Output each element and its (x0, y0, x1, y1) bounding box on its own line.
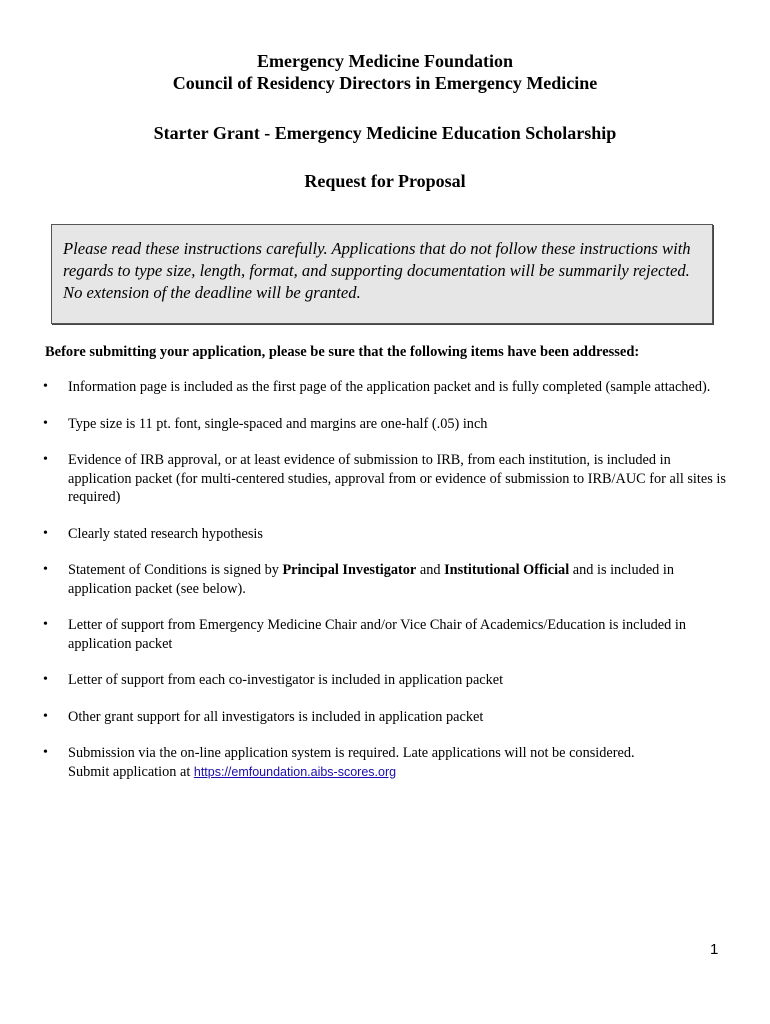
list-item (0, 616, 728, 653)
list-item (0, 671, 728, 690)
list-item (0, 561, 728, 598)
item-text-line1: Submission via the on-line application system is required. Late applications will not be considered. (68, 745, 635, 761)
document-header (0, 50, 770, 192)
bullet-icon: • (43, 672, 48, 687)
list-item (0, 525, 728, 544)
item-text-before: Statement of Conditions is signed by (68, 562, 283, 578)
bullet-icon: • (43, 745, 48, 760)
principal-investigator-label: Principal Investigator (282, 562, 417, 578)
institutional-official-label: Institutional Official (444, 562, 570, 578)
grant-title: Starter Grant - Emergency Medicine Education Scholarship (153, 123, 617, 143)
bullet-icon: • (43, 617, 48, 632)
item-text: Information page is included as the first page of the application packet and is fully completed (sample attached). (68, 379, 711, 395)
org-title: Emergency Medicine Foundation (257, 51, 513, 71)
list-item (0, 744, 728, 781)
council-title: Council of Residency Directors in Emergency Medicine (172, 73, 598, 93)
item-text: Letter of support from each co-investigator is included in application packet (68, 672, 504, 688)
item-text-line2: Submit application at (68, 763, 194, 780)
page-number: 1 (710, 941, 719, 958)
item-text: Other grant support for all investigators is included in application packet (68, 708, 484, 725)
item-text: Evidence of IRB approval, or at least evidence of submission to IRB, from each institution, is included in application packet (for multi-centered studies, approval from or evidence of submission to IRB/AUC for all sites is required) (68, 452, 726, 505)
checklist (0, 378, 770, 799)
bullet-icon: • (43, 525, 48, 541)
item-text: Type size is 11 pt. font, single-spaced and margins are one-half (.05) inch (68, 415, 488, 432)
rfp-title: Request for Proposal (304, 171, 466, 191)
list-item (0, 415, 728, 434)
application-link[interactable]: https://emfoundation.aibs-scores.org (193, 764, 397, 779)
item-text-middle: and (416, 562, 445, 578)
bullet-icon: • (43, 452, 48, 467)
bullet-icon: • (43, 562, 48, 577)
instructions-notice-box: Please read these instructions carefully. Applications that do not follow these instructions with regards to type size, length, format, and supporting documentation will be summarily rejected. No extension of the deadline will be granted. (51, 224, 713, 324)
item-text-after: and is included in application packet (see below). (68, 562, 675, 597)
checklist-intro: Before submitting your application, please be sure that the following items have been addressed: (45, 344, 640, 360)
bullet-icon: • (43, 415, 48, 431)
list-item (0, 708, 728, 727)
bullet-icon: • (43, 708, 48, 724)
bullet-icon: • (43, 379, 48, 394)
item-text: Letter of support from Emergency Medicine Chair and/or Vice Chair of Academics/Education is included in application packet (68, 617, 686, 652)
list-item (0, 378, 728, 397)
list-item (0, 451, 728, 507)
item-text: Clearly stated research hypothesis (68, 525, 263, 542)
